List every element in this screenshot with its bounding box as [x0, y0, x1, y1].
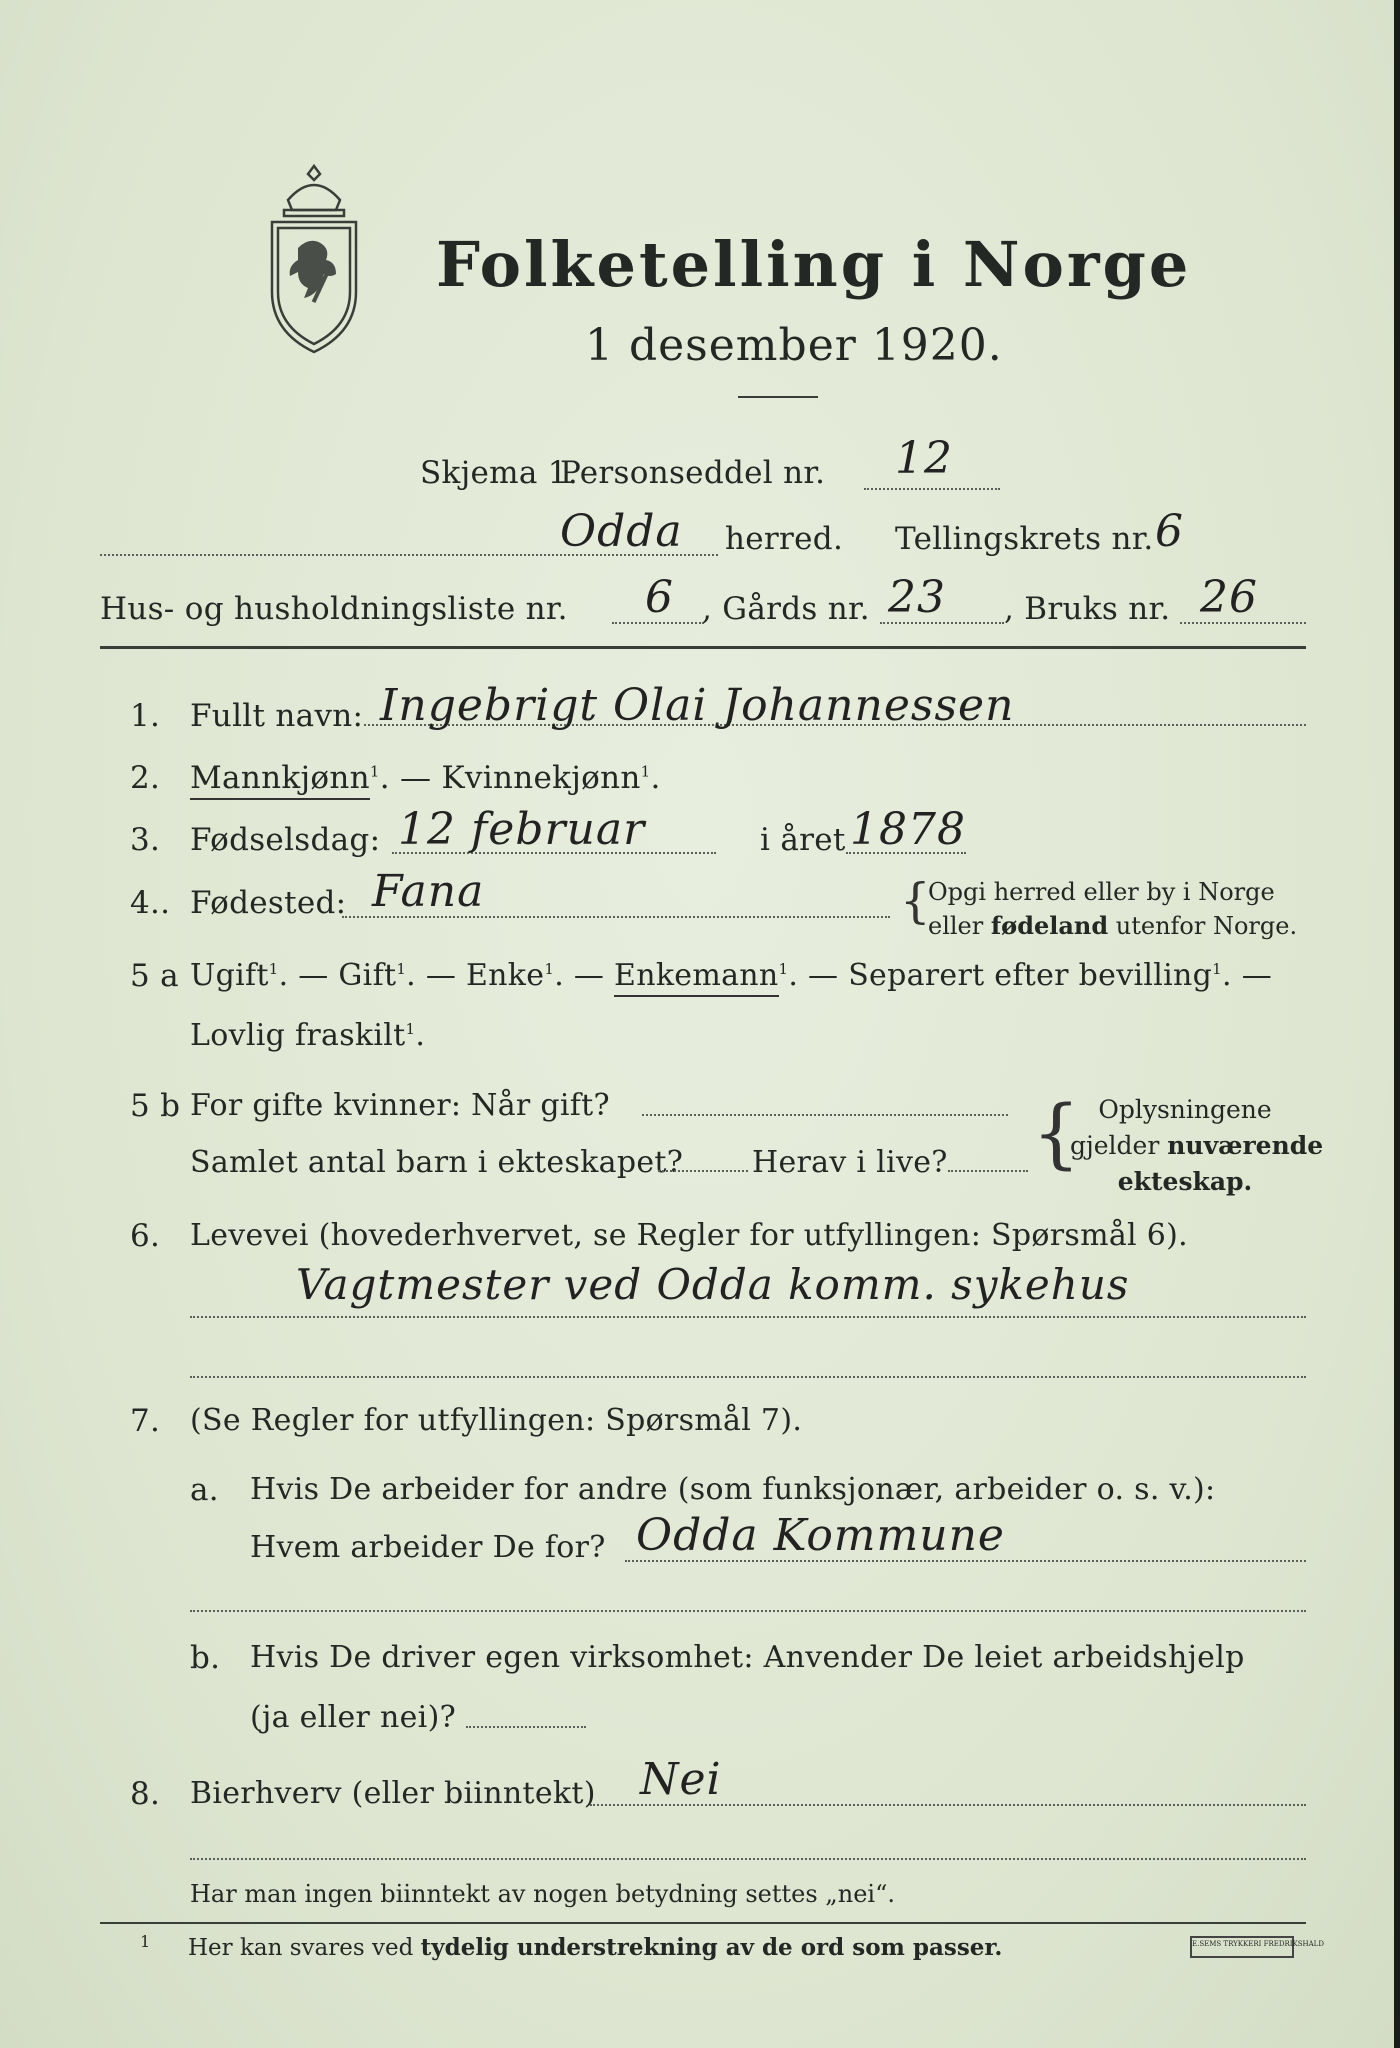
side-income-value[interactable]: Nei [640, 1754, 722, 1805]
marital-enkemann-option[interactable]: Enkemann [614, 958, 779, 997]
employer-value[interactable]: Odda Kommune [636, 1510, 1005, 1561]
footnote-number: 1 [140, 1932, 151, 1951]
occupation-value[interactable]: Vagtmester ved Odda komm. sykehus [296, 1260, 1130, 1309]
herred-label: herred. [725, 521, 844, 557]
q6-number: 6. [130, 1218, 161, 1254]
personseddel-label: Personseddel nr. [560, 455, 826, 491]
marital-enke-option[interactable]: Enke [465, 958, 545, 993]
q8-label: Bierhverv (eller biinntekt) [190, 1776, 596, 1811]
q4-note: Opgi herred eller by i Norge eller fødeland utenfor Norge. [928, 878, 1298, 940]
scan-edge [1394, 0, 1400, 2048]
q3-number: 3. [130, 822, 161, 858]
gender-options: Mannkjønn$^1$. — Kvinnekjønn$^1$. [190, 760, 661, 796]
marital-separert-option[interactable]: Separert efter bevilling [848, 958, 1213, 993]
birthday-value[interactable]: 12 februar [398, 804, 646, 855]
q5a-number: 5 a [130, 958, 179, 994]
marital-lovlig-line: Lovlig fraskilt$^1$. [190, 1018, 426, 1053]
q5b-number: 5 b [130, 1088, 181, 1124]
q2-number: 2. [130, 760, 161, 796]
q7a-text: Hvis De arbeider for andre (som funksjonær, arbeider o. s. v.): [250, 1472, 1216, 1507]
personseddel-value[interactable]: 12 [895, 433, 953, 484]
q5b-label: For gifte kvinner: Når gift? [190, 1088, 610, 1123]
q7-number: 7. [130, 1403, 161, 1439]
hus-label: Hus- og husholdningsliste nr. [100, 591, 568, 627]
q4-number: 4.. [130, 885, 171, 921]
full-name-value[interactable]: Ingebrigt Olai Johannessen [380, 680, 1015, 731]
q7b-question: (ja eller nei)? [250, 1700, 456, 1735]
bruks-label: , Bruks nr. [1004, 591, 1171, 627]
tellingskrets-value[interactable]: 6 [1155, 506, 1184, 557]
skjema-label: Skjema 1. [420, 455, 578, 491]
bruks-value[interactable]: 26 [1200, 572, 1258, 623]
q7a-letter: a. [190, 1472, 219, 1508]
header-rule [100, 646, 1306, 649]
gender-female-option[interactable]: Kvinnekjønn [441, 760, 641, 796]
coat-of-arms-icon [258, 160, 370, 360]
year-label: i året [760, 822, 846, 858]
gender-male-option[interactable]: Mannkjønn [190, 760, 370, 800]
gards-label: , Gårds nr. [702, 591, 870, 627]
census-date: 1 desember 1920. [585, 320, 1003, 371]
title-divider [738, 396, 818, 398]
q4-brace: { [900, 873, 931, 929]
q7b-letter: b. [190, 1640, 221, 1676]
tellingskrets-label: Tellingskrets nr. [895, 521, 1154, 557]
marital-lovlig-option[interactable]: Lovlig fraskilt [190, 1018, 406, 1053]
q1-number: 1. [130, 698, 161, 734]
q3-label: Fødselsdag: [190, 822, 381, 858]
q7-label: (Se Regler for utfyllingen: Spørsmål 7). [190, 1403, 803, 1438]
footer-rule [100, 1922, 1306, 1924]
birth-year-value[interactable]: 1878 [850, 804, 966, 855]
gards-value[interactable]: 23 [888, 572, 946, 623]
marital-status-options: Ugift$^1$. — Gift$^1$. — Enke$^1$. — Enkemann$^1$. — Separert efter bevilling$^1$. — [190, 958, 1272, 993]
q1-label: Fullt navn: [190, 698, 364, 734]
birthplace-value[interactable]: Fana [372, 866, 485, 917]
alive-label: Herav i live? [752, 1145, 948, 1180]
q6-label: Levevei (hovederhvervet, se Regler for utfyllingen: Spørsmål 6). [190, 1218, 1188, 1253]
q7a-question: Hvem arbeider De for? [250, 1530, 606, 1565]
q8-number: 8. [130, 1776, 161, 1812]
q7b-text: Hvis De driver egen virksomhet: Anvender De leiet arbeidshjelp [250, 1640, 1245, 1675]
footer-note: Har man ingen biinntekt av nogen betydning settes „nei“. [190, 1880, 895, 1908]
footnote-text: Her kan svares ved tydelig understrekning av de ord som passer. [188, 1934, 1003, 1961]
q4-label: Fødested: [190, 885, 347, 921]
marital-gift-option[interactable]: Gift [338, 958, 397, 993]
herred-value[interactable]: Odda [560, 506, 683, 557]
children-label: Samlet antal barn i ekteskapet? [190, 1145, 684, 1180]
marital-ugift-option[interactable]: Ugift [190, 958, 269, 993]
printer-stamp: E.SEMS TRYKKERI FREDRIKSHALD [1190, 1936, 1294, 1958]
form-title: Folketelling i Norge [436, 228, 1192, 301]
q5b-note: Oplysningene gjelder nuværende ekteskap. [1070, 1095, 1324, 1196]
q5b-brace: { [1032, 1088, 1081, 1177]
hus-value[interactable]: 6 [645, 572, 674, 623]
